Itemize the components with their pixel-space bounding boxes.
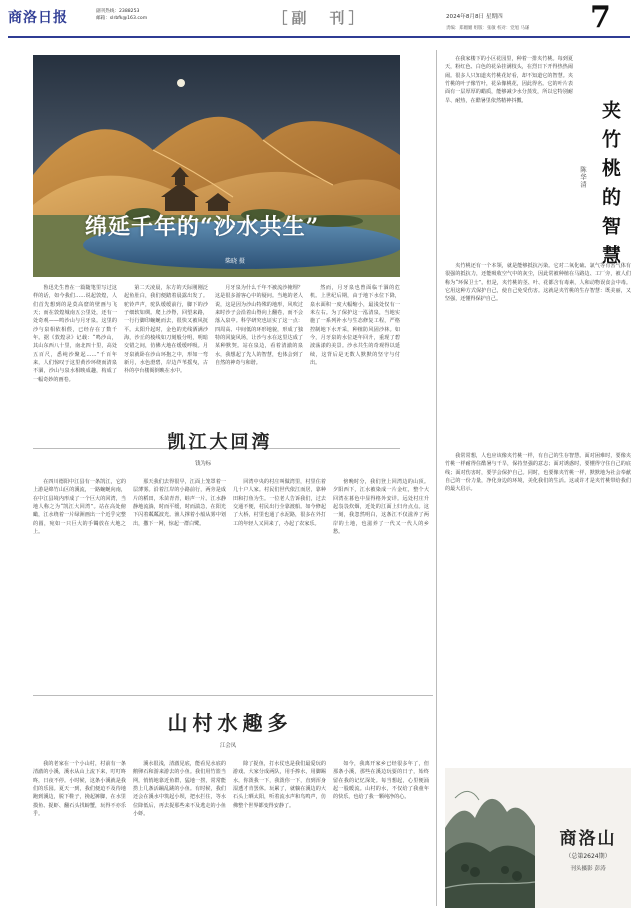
right-article-paragraph: 我常常想，人也应该像夹竹桃一样，有自己的生存智慧。面对困难时，要像夹竹桃一样耐得住酷暑与干旱，保持坚强的意志；面对诱惑时，要懂得守住自己的底线；面对伤害时，要学会保护自己。同时，也要像夹竹桃一样，默默地为社会奉献自己的一份力量，净化身边的环境，美化我们的生活。这或许才是夹竹桃带给我们的最大启示。 xyxy=(445,453,631,493)
article2-paragraph: 在四川德阳中江县有一条凯江，它的上游是绵竹山区的溪流，一路蜿蜒向南，在中江县境内形成了一个巨大的回湾，当地人称之为“凯江大回湾”。站在高处俯瞰，江水绕着一片绿洲画出一个近乎完整的圆，宛如一只巨大的手镯放在大地之上。 xyxy=(33,479,126,536)
main-headline: 绵延千年的“沙水共生” xyxy=(85,214,320,240)
column-divider xyxy=(436,50,437,906)
article2-paragraph: 傍晚时分，我们登上回湾边的山顶。夕阳西下，江水被染成一片金红，整个大回湾在暮色中显得格外安详。远处村庄升起袅袅炊烟，近处的江面上归舟点点。这一刻，我忽然明白，这条江不仅滋养了两岸的土地，也滋养了一代又一代人的乡愁。 xyxy=(333,479,429,536)
article2-paragraph: 那天我们去得很早，江面上笼罩着一层薄雾。沿着江岸的小路前行，两旁是成片的稻田，禾苗青青，蛙声一片。江水静静地流淌，时而平缓，时而湍急，在阳光下闪着粼粼波光。渔人撑着小船从雾中划出，撒下一网，惊起一群白鹭。 xyxy=(133,479,226,527)
photo-credit: 刊头摄影 彭涛 xyxy=(570,866,606,872)
article2-title: 凯江大回湾 xyxy=(167,432,273,453)
issue-date: 2024年8月8日 星期四 xyxy=(446,14,503,20)
article1-column-4 xyxy=(310,284,400,442)
article1-paragraph: 鲁迅先生曾在一篇随笔里写过这样的话，如今我们……说起敦煌，人们首先想到的是莫高窟的壁画与飞天；而在敦煌城南五公里处，还有一处奇观——鸣沙山与月牙泉。这里的沙与泉相依相偎，已经存在了数千年。据《敦煌录》记载：“鸣沙山，其山东西八十里，南北四十里，高处五百尺，悉纯沙聚起……”千百年来，人们惊叹于这里黄沙环绕而清泉不涸，沙山与泉水相映成趣，构成了一幅奇妙的画卷。 xyxy=(33,285,117,383)
article2-column-4 xyxy=(333,478,429,688)
article3-author: 江会凤 xyxy=(220,743,237,749)
article1-paragraph: 月牙泉为什么千年不被流沙掩埋？这是很多游客心中的疑问。当地的老人说，这是因为沙山特殊的地形，风吹过来时沙子会沿着山脊向上翻卷，而不会落入泉中。科学研究也证实了这一点：四周高、中间低的环形地貌，形成了独特的回旋风场，让沙与水在这里达成了某种默契。站在泉边，看着清澈的泉水，我想起了先人的智慧，也体会到了自然的神奇与和谐。 xyxy=(215,285,303,367)
section-title: ［副 刊］ xyxy=(272,9,368,27)
masthead-rule xyxy=(8,36,630,38)
page-number: 7 xyxy=(590,0,611,35)
moon-icon xyxy=(177,79,185,87)
article3-column-2 xyxy=(133,760,226,908)
article3-column-3 xyxy=(233,760,326,908)
photo-credit: 柴晓 摄 xyxy=(225,258,245,265)
right-article-column-1 xyxy=(445,55,573,255)
article2-column-1 xyxy=(33,478,126,688)
contact-info xyxy=(96,8,147,22)
hotline-text: 副刊热线：2388253 xyxy=(96,9,140,14)
article2-author: 钱为标 xyxy=(195,461,212,467)
right-article-paragraph: 在我家楼下的小区花园里，种着一排夹竹桃。每到夏天，粉红色、白色的花朵挂满枝头，在烈日下开得热热闹闹。很多人只知道夹竹桃花好看，却不知道它的智慧。夹竹桃的叶子像竹叶，花朵像桃花，因此得名。它的叶片表面有一层厚厚的蜡质，能够减少水分蒸发，所以它特别耐旱、耐热，在酷暑里依然精神抖擞。 xyxy=(445,56,573,104)
desert-photo xyxy=(33,55,400,277)
article2-paragraph: 回湾中央的村庄叫做湾里，村里住着几十户人家。村民们世代依江而居，靠种田和打鱼为生。一位老人告诉我们，过去交通不便，村民出行全靠渡船。如今修起了大桥，村里也通了水泥路，很多在外打工的年轻人又回来了，办起了农家乐。 xyxy=(233,479,326,527)
issue-number: （总第2624期） xyxy=(565,853,611,860)
article1-column-2 xyxy=(124,284,208,442)
article1-paragraph: 然而，月牙泉也曾面临干涸的危机。上世纪后期，由于地下水位下降，泉水面积一度大幅缩小，最浅处仅有一米左右。为了保护这一泓清泉，当地实施了一系列补水与生态修复工程，严格控制地下水开采，种植防风固沙林。如今，月牙泉的水位逐年回升，重现了碧波荡漾的美景。沙水共生的奇观得以延续，这背后是无数人默默的坚守与付出。 xyxy=(310,285,400,367)
article1-column-3 xyxy=(215,284,303,442)
desert-landscape-image xyxy=(33,55,400,277)
article3-column-4 xyxy=(333,760,429,908)
section-divider xyxy=(33,695,433,696)
article3-title: 山村水趣多 xyxy=(167,711,293,735)
email-text: 邮箱：slrbfk@163.com xyxy=(96,16,148,21)
article3-column-1 xyxy=(33,760,126,908)
article2-column-3 xyxy=(233,478,326,688)
article1-column-1 xyxy=(33,284,117,442)
right-article-paragraph: 夹竹桃还有一个本领，就是能够抵抗污染。它对二氧化硫、氯气等有害气体有很强的抵抗力，还能吸收空气中的灰尘，因此常被种植在马路边、工厂旁，被人们称为“环保卫士”。但是，夹竹桃的茎、叶、花都含有毒素，人和动物误食会中毒。它用这种方式保护自己，使自己免受伤害。这就是夹竹桃的生存智慧：既美丽，又坚强，还懂得保护自己。 xyxy=(445,263,631,303)
right-article-column-3 xyxy=(445,452,631,752)
article3-paragraph: 溪水很浅，清澈见底，能看见水底的鹅卵石和游来游去的小鱼。我们用竹篮当网，悄悄地靠近鱼群，猛地一捞，常常能捞上几条活蹦乱跳的小鱼。有时候，我们还会在溪水中筑起小坝，把水拦住，等水位降低后，再去捉那些来不及逃走的小鱼小虾。 xyxy=(133,761,226,818)
article3-paragraph: 我的老家在一个小山村，村前有一条清澈的小溪，溪水从山上流下来，叮叮咚咚，日夜不停。小时候，这条小溪就是我们的乐园。夏天一到，我们便迫不及待地跑到溪边，脱下鞋子，挽起裤脚，在水里摸鱼、捉虾、翻石头找螃蟹，玩得不亦乐乎。 xyxy=(33,761,126,818)
right-article-title: 夹竹桃的智慧 xyxy=(599,100,621,274)
article2-column-2 xyxy=(133,478,226,688)
article3-paragraph: 如今，我离开家乡已经很多年了，但那条小溪，那些在溪边玩耍的日子，始终留在我的记忆深处。每当想起，心里便涌起一股暖流。山村的水，不仅给了我童年的快乐，也给了我一颗纯净的心。 xyxy=(333,761,429,801)
painting-title: 商洛山 xyxy=(559,829,617,849)
editor-credits: 责编：郑媚媚 组版：张敏 校对：党旭 马谦 xyxy=(446,26,530,31)
article3-paragraph: 除了捉鱼，打水仗也是我们最爱玩的游戏。大家分成两队，用手捧水，用脚踢水，你泼我一下，我泼你一下，直到浑身湿透才肯罢休。玩累了，就躺在溪边的大石头上晒太阳，听着流水声和鸟鸣声，仿佛整个世界都变得安静了。 xyxy=(233,761,326,809)
article1-paragraph: 第二天凌晨，东方的天际刚刚泛起鱼肚白，我们便踏着晨露出发了。驼铃声声，驼队缓缓前行，脚下的沙子细软如绸。爬上沙脊，回望来路，一行行脚印蜿蜒而去，很快又被风抚平。太阳升起时，金色的光线洒满沙海，沙丘的棱线如刀刻般分明，明暗交错之间，仿佛大地在缓缓呼吸。月牙泉就卧在沙山环抱之中，形如一弯新月，水色澄碧，岸边芦苇摇曳，古朴的亭台楼阁倒映在水中。 xyxy=(124,285,208,375)
right-article-author: 陈华清 xyxy=(579,166,587,189)
right-article-column-2 xyxy=(445,262,631,447)
newspaper-logo: 商洛日报 xyxy=(8,10,68,26)
